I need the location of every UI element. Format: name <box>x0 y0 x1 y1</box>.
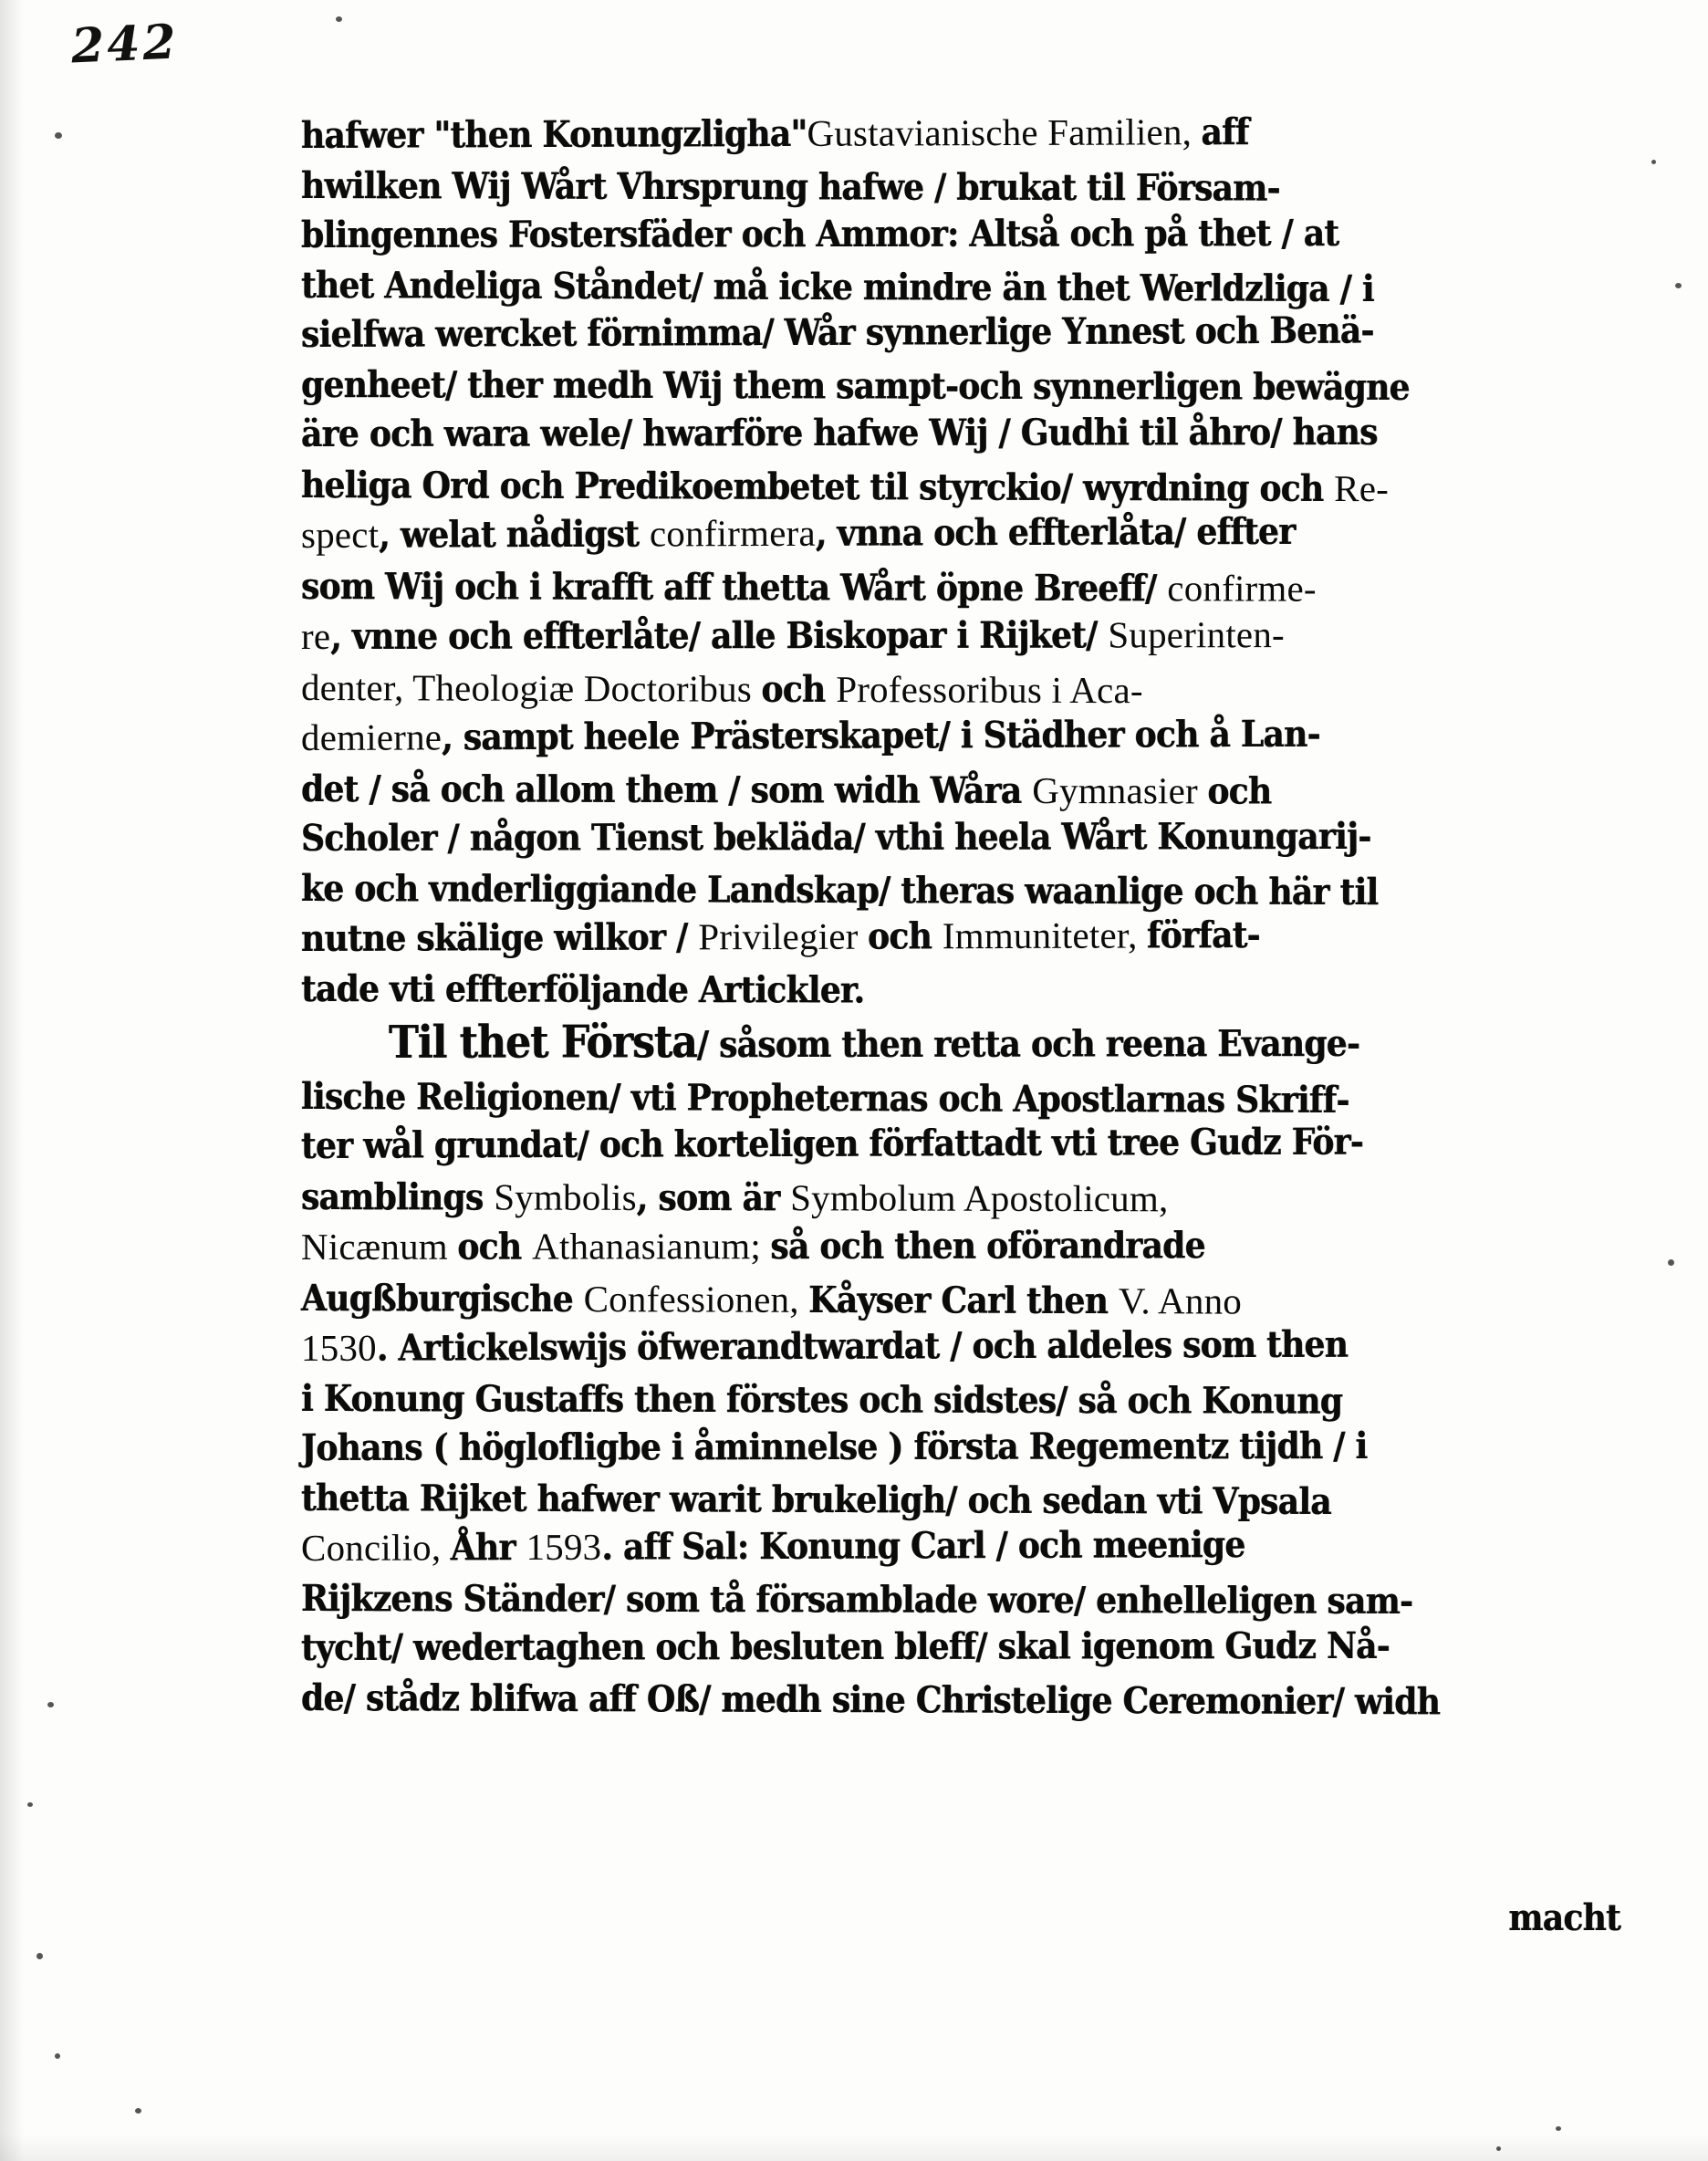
fraktur-run: / såsom then retta och reena Evange‑ <box>696 1021 1360 1067</box>
fraktur-run: , som är <box>636 1175 791 1219</box>
antiqua-run: Symbolis <box>494 1175 637 1218</box>
fraktur-run: Åhr <box>450 1526 526 1570</box>
fraktur-run: äre och wara wele/ hwarföre hafwe Wij / Gudhi til åhro/ hans <box>300 410 1378 455</box>
fraktur-run: Augßburgische <box>300 1276 584 1321</box>
text-line <box>300 1224 1542 1268</box>
fraktur-run: Rijkzens Ständer/ som tå församblade wore/ enhelleligen sam‑ <box>300 1576 1413 1623</box>
antiqua-run: re <box>300 614 331 657</box>
antiqua-run: V. Anno <box>1118 1279 1243 1322</box>
scan-speck <box>27 1802 33 1807</box>
scan-speck <box>47 1702 54 1707</box>
fraktur-run: ke och vnderliggiande Landskap/ theras waanlige och här til <box>300 866 1379 913</box>
antiqua-run: Athanasianum; <box>532 1225 771 1268</box>
antiqua-run: Professoribus i Aca- <box>836 667 1143 711</box>
text-line <box>300 1174 1542 1219</box>
scan-speck <box>36 1953 43 1959</box>
text-line <box>300 362 1542 409</box>
fraktur-run: de/ stådz blifwa aff Oß/ medh sine Christelige Ceremonier/ widh <box>300 1676 1441 1723</box>
text-line <box>300 613 1542 658</box>
scan-speck <box>1675 283 1682 288</box>
antiqua-run: denter, Theologiæ Doctoribus <box>300 665 762 710</box>
fraktur-run: , sampt heele Prästerskapet/ i Städher och å Lan‑ <box>442 712 1320 759</box>
text-line <box>300 1120 1542 1167</box>
text-line <box>300 509 1542 557</box>
antiqua-run: spect <box>300 513 380 556</box>
fraktur-run: thet Andeliga Ståndet/ må icke mindre än thet Werldzliga / i <box>300 263 1374 310</box>
antiqua-run: Re- <box>1334 466 1390 509</box>
fraktur-run: thetta Rijket hafwer warit brukeligh/ och sedan vti Vpsala <box>300 1476 1331 1523</box>
fraktur-run: , vnne och effterlåte/ alle Biskopar i Rijket/ <box>330 613 1109 658</box>
text-line <box>300 665 1542 711</box>
fraktur-run: Kåyser Carl then <box>808 1278 1120 1322</box>
fraktur-run: Scholer / någon Tienst bekläda/ vthi heela Wårt Konungarij‑ <box>300 814 1371 860</box>
fraktur-run: . Artickelswijs öfwerandtwardat / och aldeles som then <box>376 1322 1349 1370</box>
antiqua-run: Nicænum <box>300 1225 458 1268</box>
text-line <box>300 212 1542 256</box>
text-line <box>300 308 1542 356</box>
text-line <box>300 1424 1542 1469</box>
antiqua-run: Symbolum Apostolicum, <box>790 1175 1169 1219</box>
text-line <box>301 1015 1542 1069</box>
fraktur-run: hwilken Wij Wårt Vhrsprung hafwe / brukat til Försam‑ <box>300 163 1280 210</box>
antiqua-run: confirmera <box>649 511 816 555</box>
scan-speck <box>55 2053 60 2059</box>
text-line <box>300 1676 1542 1723</box>
text-line <box>300 564 1542 610</box>
scan-speck <box>336 16 342 22</box>
fraktur-run: , welat nådigst <box>379 512 651 557</box>
text-line <box>300 463 1542 510</box>
fraktur-run: , vnna och effterlåta/ effter <box>815 509 1296 555</box>
antiqua-run: Superinten- <box>1108 613 1285 656</box>
fraktur-run: och <box>457 1225 533 1268</box>
text-line <box>300 263 1542 310</box>
text-line <box>300 866 1542 913</box>
text-line <box>300 163 1542 210</box>
text-line <box>300 410 1542 455</box>
text-line <box>300 966 1542 1012</box>
antiqua-run: Confessionen, <box>583 1277 809 1321</box>
fraktur-run: och <box>761 667 837 711</box>
antiqua-run: Concilio, <box>300 1526 451 1569</box>
text-line <box>300 1376 1542 1423</box>
scan-speck <box>135 2108 141 2114</box>
text-line <box>300 1523 1542 1570</box>
fraktur-run: så och then oförandrade <box>770 1224 1205 1268</box>
fraktur-run: Johans ( höglofligbe i åminnelse ) första Regementz tijdh / i <box>300 1424 1368 1469</box>
antiqua-run: 1530 <box>300 1326 377 1369</box>
fraktur-run: samblings <box>300 1174 495 1219</box>
fraktur-run: nutne skälige wilkor / <box>300 915 699 960</box>
scan-speck <box>1496 2146 1501 2151</box>
handwritten-folio-number: 242 <box>69 14 180 75</box>
fraktur-run: ter wål grundat/ och korteligen författadt vti tree Gudz För‑ <box>300 1120 1364 1167</box>
antiqua-run: Immuniteter, <box>942 913 1148 957</box>
text-line <box>300 913 1542 960</box>
text-line <box>300 1576 1542 1623</box>
fraktur-run: och <box>1207 768 1272 813</box>
text-line <box>300 1322 1542 1370</box>
fraktur-run: och <box>867 914 943 958</box>
scan-speck <box>1668 1259 1674 1266</box>
antiqua-run: Privilegier <box>698 914 869 958</box>
text-line <box>300 814 1542 860</box>
fraktur-run: blingennes Fostersfäder och Ammor: Altså och på thet / at <box>300 212 1339 256</box>
scan-speck <box>55 132 62 139</box>
text-line <box>300 1623 1542 1669</box>
text-line <box>300 767 1542 813</box>
antiqua-run: Gymnasier <box>1032 768 1208 811</box>
antiqua-run: 1593 <box>526 1525 602 1569</box>
fraktur-run: genheet/ ther medh Wij them sampt‑och synnerligen bewägne <box>300 362 1410 409</box>
scan-speck <box>1556 2126 1561 2131</box>
fraktur-run: förfat‑ <box>1146 913 1260 957</box>
antiqua-run: demierne <box>300 715 443 758</box>
fraktur-run: i Konung Gustaffs then förstes och sidstes/ så och Konung <box>300 1376 1343 1423</box>
fraktur-run: tycht/ wedertaghen och besluten bleff/ skal igenom Gudz Nå‑ <box>300 1623 1390 1669</box>
fraktur-run: lische Religionen/ vti Propheternas och Apostlarnas Skriff‑ <box>300 1074 1349 1122</box>
fraktur-run: sielfwa wercket förnimma/ Wår synnerlige Ynnest och Benä‑ <box>300 308 1374 356</box>
fraktur-run: aff <box>1201 110 1249 154</box>
scan-speck <box>1651 160 1656 164</box>
catchword: macht <box>1508 1896 1620 1939</box>
fraktur-run: heliga Ord och Predikoembetet til styrckio/ wyrdning och <box>300 463 1335 510</box>
antiqua-run: confirme- <box>1167 566 1317 610</box>
text-line <box>300 1476 1542 1523</box>
antiqua-run: Gustavianische Familien, <box>807 110 1202 154</box>
fraktur-run: det / så och allom them / som widh Wåra <box>300 767 1033 812</box>
text-line <box>300 1074 1542 1122</box>
fraktur-run: Til thet Första <box>388 1015 697 1069</box>
fraktur-run: som Wij och i krafft aff thetta Wårt öpne Breeff/ <box>300 564 1168 610</box>
text-line <box>300 712 1542 759</box>
text-line <box>300 1276 1542 1322</box>
fraktur-run: tade vti effterföljande Artickler. <box>300 966 865 1012</box>
fraktur-run: hafwer "then Konungzligha" <box>300 111 807 157</box>
text-line <box>300 110 1542 157</box>
document-text-block <box>300 110 1542 1729</box>
fraktur-run: . aff Sal: Konung Carl / och meenige <box>601 1523 1245 1569</box>
